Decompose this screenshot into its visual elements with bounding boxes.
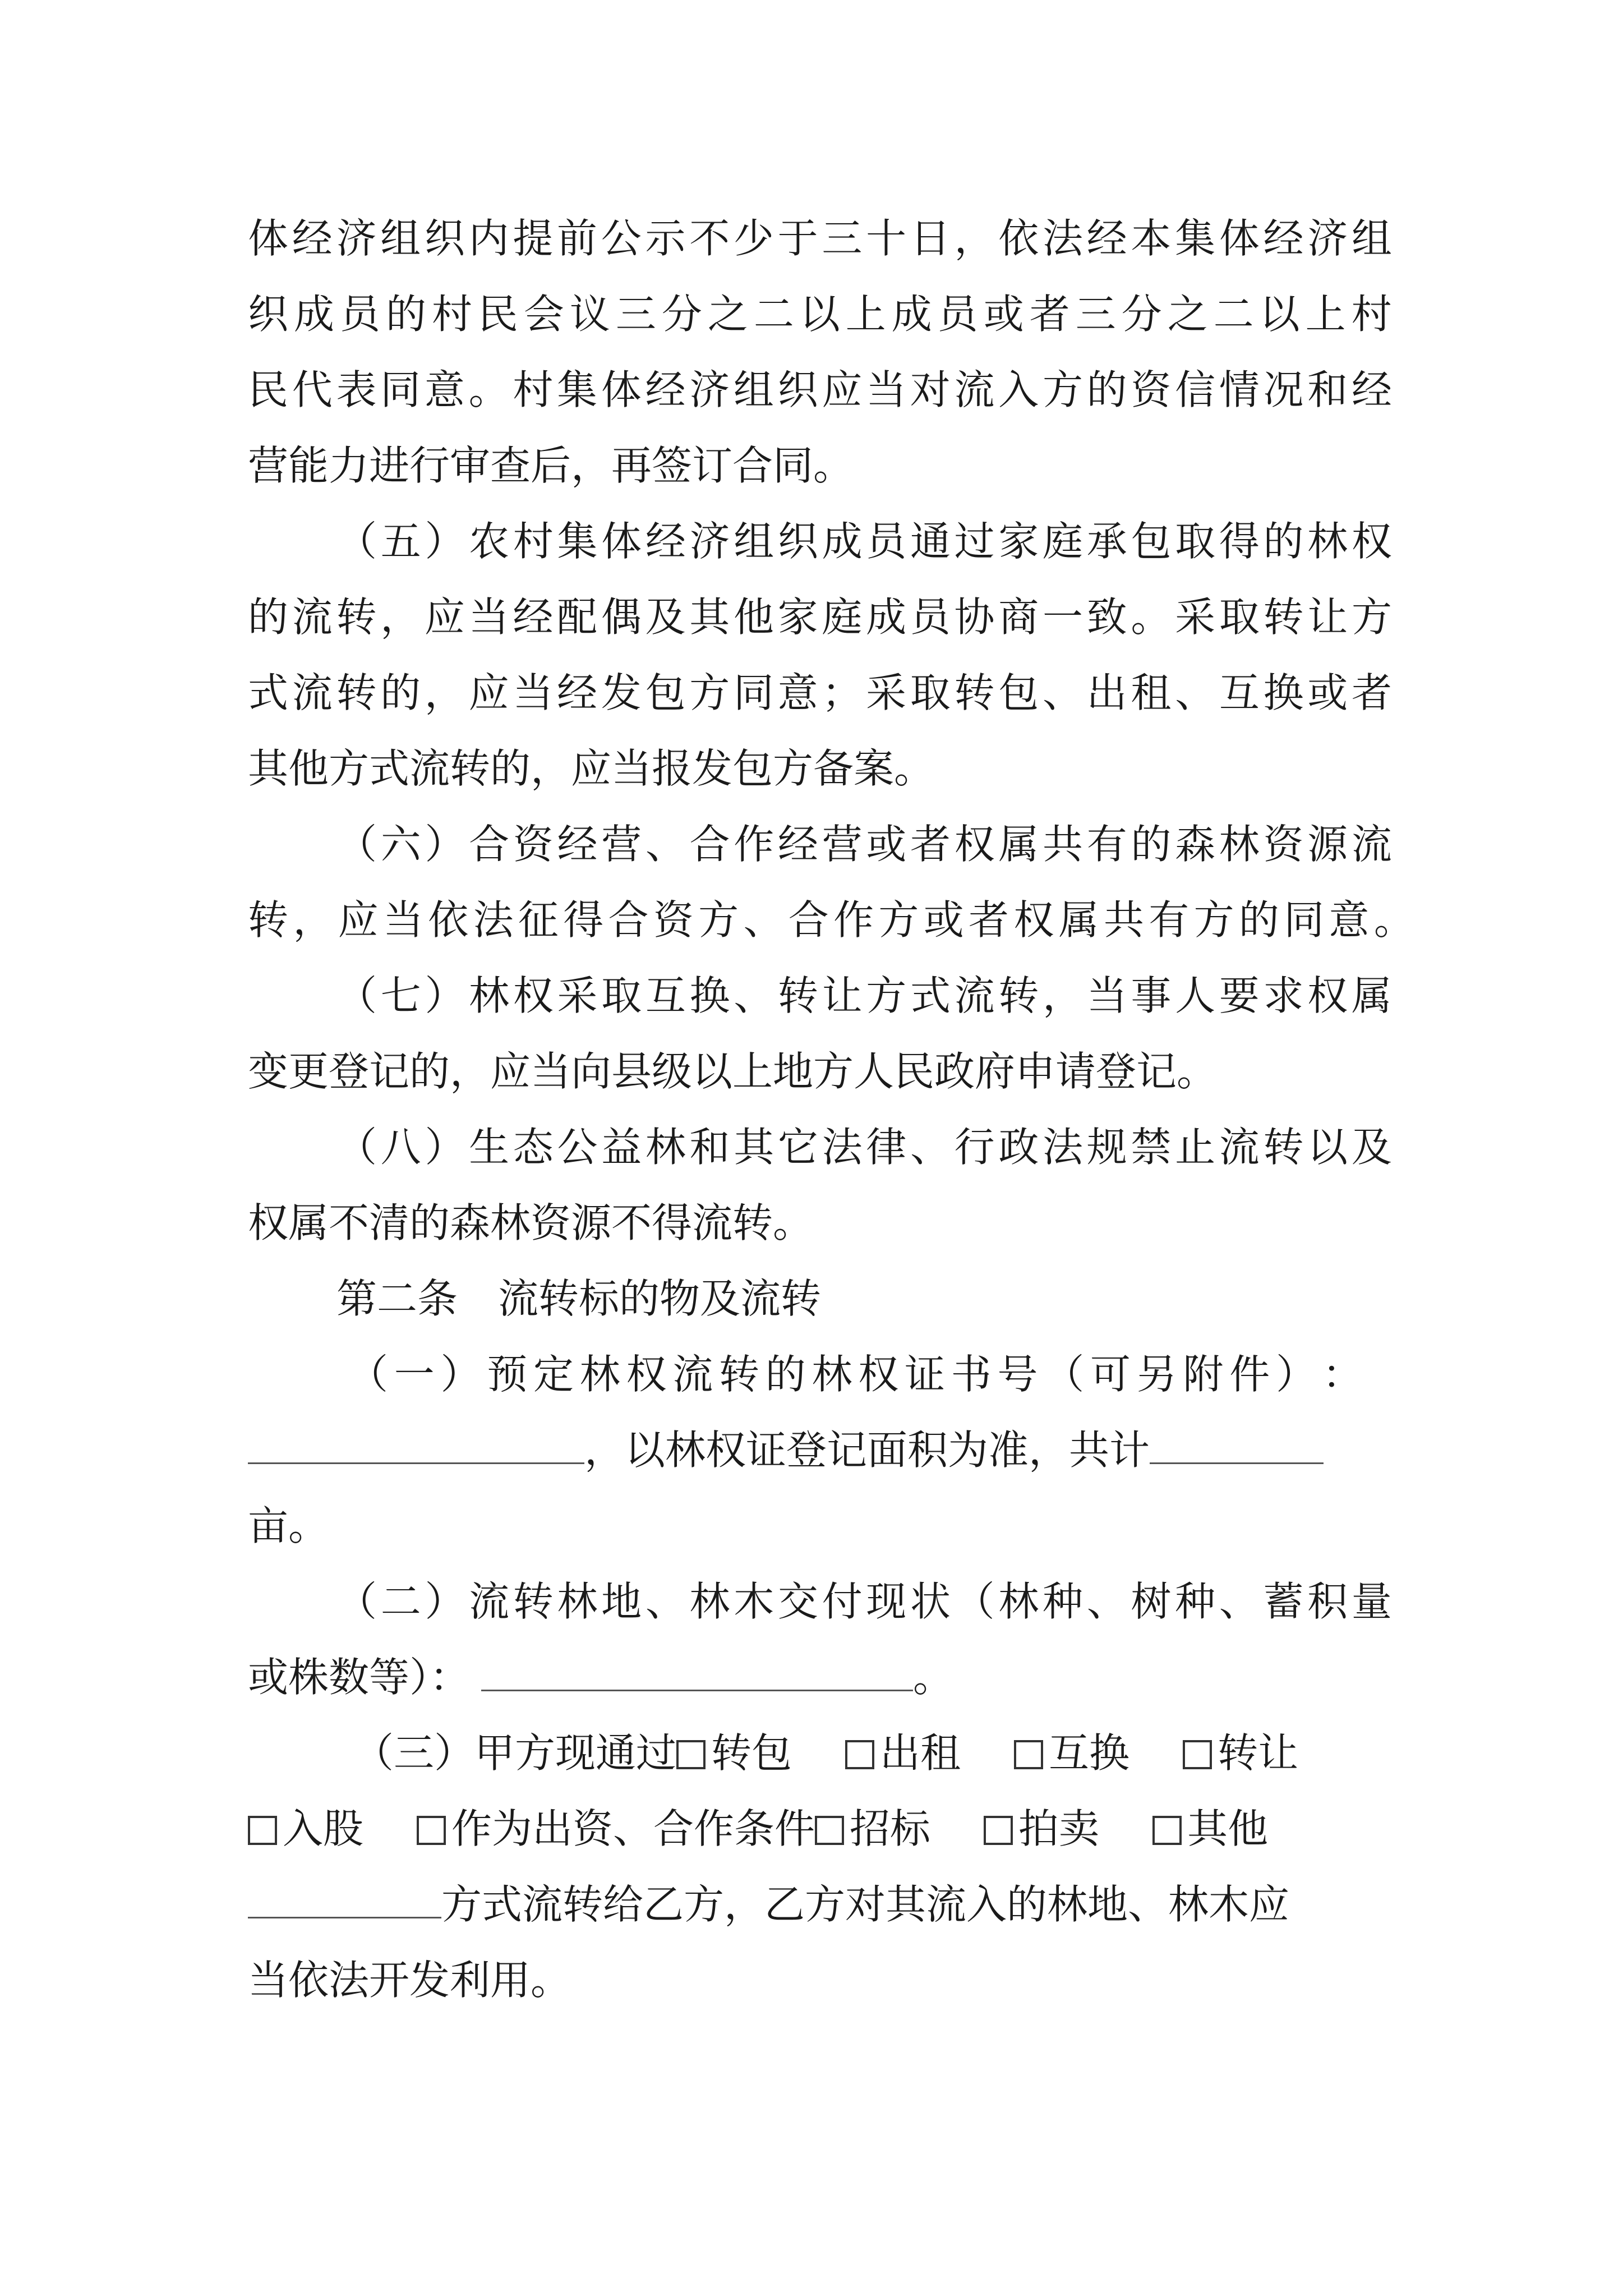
text-line-3: 民 代 表 同 意 。 村 集 体 经 济 组 织 应 当 对 流 入 方 的 资 信 情 况 和 经 (248, 366, 1392, 413)
item3-line3: 方式流转给乙方，乙方对其流入的林地、林木应 (248, 1874, 1623, 1935)
article-heading: 第二条 流转标的物及流转 (336, 1275, 822, 1322)
item2-line2: 或株数等）： 。 (248, 1646, 1623, 1708)
checkbox-icon[interactable] (248, 1816, 277, 1845)
checkbox-icon[interactable] (845, 1740, 874, 1769)
text-line-1: 体 经 济 组 织 内 提 前 公 示 不 少 于 三 十 日 ， 依 法 经 本 集 体 经 济 组 (248, 215, 1392, 262)
text-line-7: 式 流 转 的 ， 应 当 经 发 包 方 同 意 ； 采 取 转 包 、 出 租 、 互 换 或 者 (248, 669, 1392, 716)
text-line-14: 权属不清的森林资源不得流转。 (248, 1199, 814, 1246)
status-blank[interactable] (481, 1650, 913, 1691)
checkbox-icon[interactable] (1183, 1740, 1212, 1769)
text-line-6: 的 流 转 ， 应 当 经 配 偶 及 其 他 家 庭 成 员 协 商 一 致 。 采 取 转 让 方 (248, 593, 1392, 641)
checkbox-icon[interactable] (984, 1816, 1013, 1845)
item1-line1: （ 一 ） 预 定 林 权 流 转 的 林 权 证 书 号 （ 可 另 附 件 ） ： (348, 1351, 1363, 1398)
option-huhuan[interactable]: 互换 (1014, 1722, 1129, 1784)
item1-line3: 亩。 (248, 1502, 329, 1549)
checkbox-icon[interactable] (815, 1816, 844, 1845)
item2-line1: （ 二 ） 流 转 林 地 、 林 木 交 付 现 状 （ 林 种 、 树 种 、 蓄 积 量 (336, 1578, 1392, 1625)
option-qita[interactable]: 其他 (1152, 1798, 1268, 1860)
text-line-2: 织 成 员 的 村 民 会 议 三 分 之 二 以 上 成 员 或 者 三 分 之 二 以 上 村 (248, 291, 1392, 338)
option-chuzi[interactable]: 作为出资、合作条件 (417, 1798, 815, 1860)
option-zhuanbao[interactable]: 转包 (676, 1722, 792, 1784)
text-line-10: 转 ， 应 当 依 法 征 得 合 资 方 、 合 作 方 或 者 权 属 共 有 方 的 同 意 。 (248, 896, 1414, 944)
text-line-13: （ 八 ） 生 态 公 益 林 和 其 它 法 律 、 行 政 法 规 禁 止 流 转 以 及 (336, 1124, 1392, 1171)
option-paimai[interactable]: 拍卖 (984, 1798, 1099, 1860)
checkbox-icon[interactable] (417, 1816, 446, 1845)
option-chuzu[interactable]: 出租 (845, 1722, 961, 1784)
certificate-number-blank[interactable] (248, 1423, 584, 1464)
option-zhuanrang[interactable]: 转让 (1183, 1722, 1298, 1784)
option-rugu[interactable]: 入股 (248, 1798, 363, 1860)
checkbox-icon[interactable] (1152, 1816, 1182, 1845)
text-line-11: （ 七 ） 林 权 采 取 互 换 、 转 让 方 式 流 转 ， 当 事 人 要 求 权 属 (336, 972, 1392, 1019)
text-line-5: （ 五 ） 农 村 集 体 经 济 组 织 成 员 通 过 家 庭 承 包 取 得 的 林 权 (336, 518, 1392, 565)
text-line-12: 变更登记的，应当向县级以上地方人民政府申请登记。 (248, 1048, 1218, 1095)
text-line-9: （ 六 ） 合 资 经 营 、 合 作 经 营 或 者 权 属 共 有 的 森 林 资 源 流 (336, 821, 1392, 868)
checkbox-icon[interactable] (676, 1740, 706, 1769)
item3-line2 (248, 1798, 1623, 1860)
text-line-4: 营能力进行审查后，再签订合同。 (248, 442, 854, 489)
text-line-8: 其他方式流转的，应当报发包方备案。 (248, 745, 935, 792)
item1-line2: ，以林权证登记面积为准，共计 (248, 1419, 1623, 1481)
area-blank[interactable] (1150, 1423, 1324, 1464)
item3-line4: 当依法开发利用。 (248, 1957, 571, 2004)
option-zhaobiao[interactable]: 招标 (815, 1798, 930, 1860)
other-method-blank[interactable] (248, 1878, 441, 1918)
item3-line1: （三）甲方现通过 转包 出租 互换 转让 (353, 1722, 1623, 1784)
checkbox-icon[interactable] (1014, 1740, 1043, 1769)
